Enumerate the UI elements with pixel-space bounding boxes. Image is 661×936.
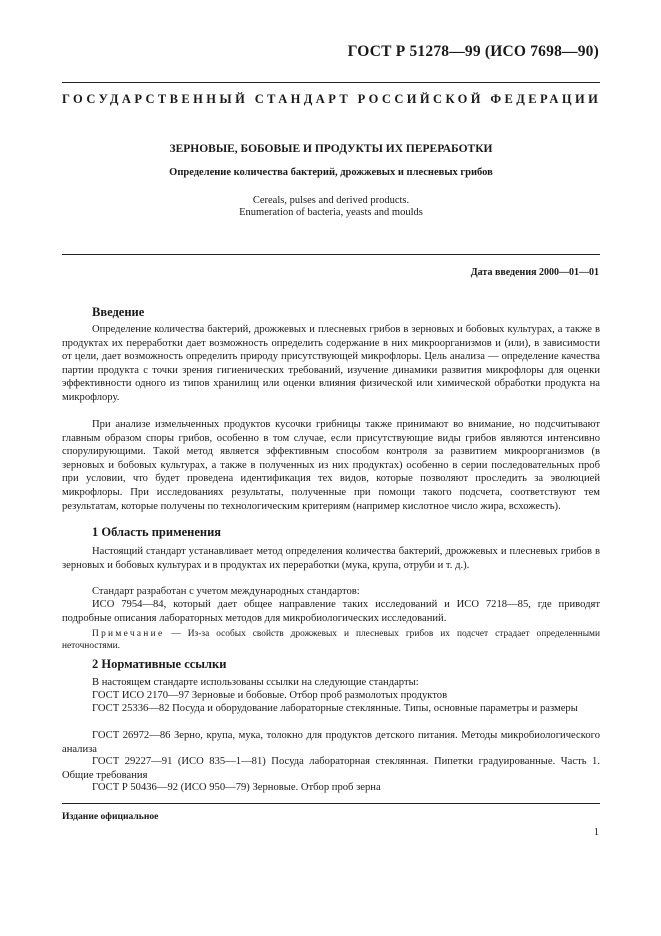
page-number: 1: [593, 827, 599, 838]
intro-heading: Введение: [92, 305, 145, 319]
scope-note: Примечание — Из-за особых свойств дрожжевых и плесневых грибов их подсчет страдает определенными неточностями.: [62, 629, 600, 651]
state-standard-title: ГОСУДАРСТВЕННЫЙ СТАНДАРТ РОССИЙСКОЙ ФЕДЕРАЦИИ: [62, 92, 602, 106]
reference-item: ГОСТ Р 50436—92 (ИСО 950—79) Зерновые. Отбор проб зерна: [92, 782, 381, 793]
footer-rule: [62, 803, 600, 804]
header-rule: [62, 82, 600, 83]
document-subtitle: Определение количества бактерий, дрожжевых и плесневых грибов: [169, 167, 493, 178]
reference-item: ГОСТ 29227—91 (ИСО 835—1—81) Посуда лабораторная стеклянная. Пипетки градуированные. Часть 1. Общие требования: [62, 756, 600, 781]
scope-paragraph-1: Настоящий стандарт устанавливает метод определения количества бактерий, дрожжевых и плесневых грибов в зерновых и бобовых культурах и в продуктах их переработки (мука, крупа, отруби и т. д.).: [62, 546, 600, 571]
scope-paragraph-2: Стандарт разработан с учетом международных стандартов:: [92, 586, 360, 597]
effective-date: Дата введения 2000—01—01: [470, 267, 599, 278]
section-1-heading: 1 Область применения: [92, 525, 222, 539]
references-lead: В настоящем стандарте использованы ссылки на следующие стандарты:: [92, 677, 419, 688]
reference-item: ГОСТ 26972—86 Зерно, крупа, мука, толокно для продуктов детского питания. Методы микробиологического анализа: [62, 730, 600, 755]
reference-item: ГОСТ 25336—82 Посуда и оборудование лабораторные стеклянные. Типы, основные параметры и размеры: [92, 703, 578, 714]
english-title-line-1: Cereals, pulses and derived products.: [252, 195, 410, 206]
english-title-line-2: Enumeration of bacteria, yeasts and moulds: [239, 207, 423, 218]
standard-code: ГОСТ Р 51278—99 (ИСО 7698—90): [347, 43, 599, 60]
scope-paragraph-3: ИСО 7954—84, который дает общее направление таких исследований и ИСО 7218—85, где приводят подробные описания лабораторных методов для микробиологических исследований.: [62, 599, 600, 624]
official-edition-label: Издание официальное: [62, 811, 159, 822]
document-title: ЗЕРНОВЫЕ, БОБОВЫЕ И ПРОДУКТЫ ИХ ПЕРЕРАБОТКИ: [169, 143, 493, 155]
section-2-heading: 2 Нормативные ссылки: [92, 657, 227, 671]
note-label: Примечание: [92, 629, 165, 639]
intro-paragraph-1: Определение количества бактерий, дрожжевых и плесневых грибов в зерновых и бобовых культурах, а также в продуктах их переработки дает возможность определить содержание в них микроорганизмов и (или), в зависимости от цели, дает возможность определить природу присутствующей микрофлоры. Цель анализа — определение качества партии продукта с точки зрения гигиенических требований, изучение динамики развития микрофлоры для оценки эффективности одного из типов хранилищ или оценки влияния физической или химической обработки продукта на микрофлору.: [62, 324, 600, 403]
reference-item: ГОСТ ИСО 2170—97 Зерновые и бобовые. Отбор проб размолотых продуктов: [92, 690, 448, 701]
intro-paragraph-2: При анализе измельченных продуктов кусочки грибницы также принимают во внимание, но подсчитывают главным образом споры грибов, особенно в том случае, если присутствующие виды грибов являются интенсивно спорулирующими. Такой метод является эффективным способом контроля за развитием микроорганизмов (в зерновых и бобовых культурах, а также в полученных из них продуктах) особенно в серии последовательных проб при условии, что будет проведена идентификация тех видов, которые позволяют проследить за эволюцией микрофлоры. При исследованиях результаты, полученные при помощи такого подсчета, соответствуют тем результатам, которые получены по технологическим критериям (например кислотное число жира, всхожесть).: [62, 419, 600, 512]
title-rule: [62, 254, 600, 255]
